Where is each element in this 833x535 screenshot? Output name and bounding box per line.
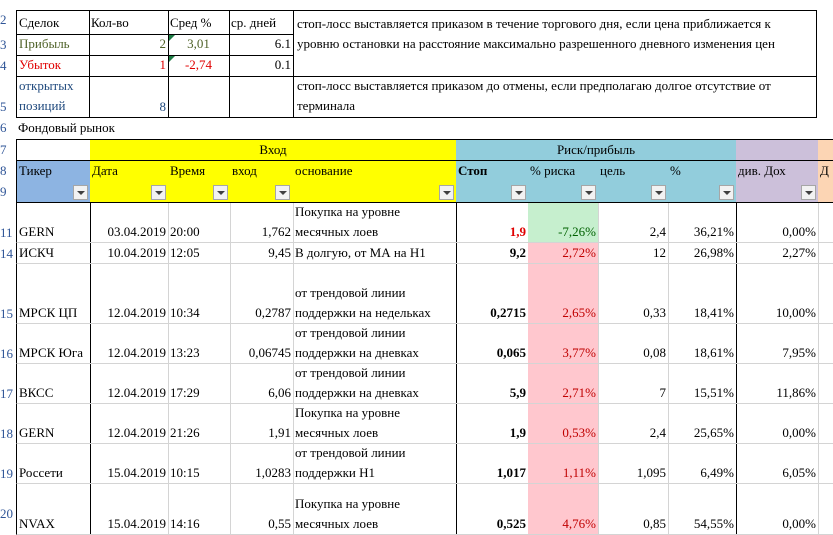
cell-time[interactable]: 21:26	[168, 404, 231, 444]
summary-loss-label[interactable]: Убыток	[16, 55, 90, 77]
summary-open-count[interactable]: 8	[89, 76, 169, 118]
group-header-div[interactable]	[736, 139, 819, 161]
cell-pct[interactable]: 36,21%	[668, 203, 737, 243]
col-header-pct[interactable]: %	[668, 160, 737, 182]
cell-basis[interactable]	[293, 324, 457, 364]
cell-pct[interactable]: 18,41%	[668, 264, 737, 324]
cell-time[interactable]: 13:23	[168, 324, 231, 364]
row-header[interactable]: 3	[0, 37, 7, 52]
summary-profit-label[interactable]: Прибыль	[16, 34, 90, 56]
cell-risk[interactable]: -7,26%	[528, 203, 599, 243]
row-header[interactable]: 17	[0, 386, 13, 401]
basis-text: от трендовой линии поддержки на дневках	[295, 365, 419, 400]
cell-target[interactable]: 12	[598, 243, 669, 264]
cell-time[interactable]: 10:34	[168, 264, 231, 324]
cell-basis[interactable]	[293, 203, 457, 243]
cell-target[interactable]: 0,85	[598, 484, 669, 535]
row-header[interactable]: 6	[0, 120, 7, 135]
cell-stop[interactable]: 1,9	[456, 203, 529, 243]
cell-date[interactable]: 12.04.2019	[90, 264, 169, 324]
col-header-extra[interactable]: Д	[818, 160, 833, 182]
summary-profit-avg[interactable]: 3,01	[168, 34, 230, 56]
cell-extra[interactable]	[818, 203, 833, 243]
cell-risk[interactable]: 0,53%	[528, 404, 599, 444]
cell-date[interactable]: 12.04.2019	[90, 364, 169, 404]
cell-basis[interactable]	[293, 404, 457, 444]
filter-dropdown-icon[interactable]	[439, 185, 454, 200]
filter-dropdown-icon[interactable]	[275, 185, 290, 200]
cell-time[interactable]: 10:15	[168, 444, 231, 484]
cell-stop[interactable]: 1,017	[456, 444, 529, 484]
filter-dropdown-icon[interactable]	[719, 185, 734, 200]
cell-stop[interactable]: 0,525	[456, 484, 529, 535]
cell-pct[interactable]: 54,55%	[668, 484, 737, 535]
row-header[interactable]: 14	[0, 246, 13, 261]
filter-dropdown-icon[interactable]	[73, 185, 88, 200]
cell-dividend[interactable]: 10,00%	[736, 264, 819, 324]
cell-basis[interactable]	[293, 484, 457, 535]
row7-bottom-border	[16, 160, 833, 161]
cell-risk[interactable]: 2,71%	[528, 364, 599, 404]
cell-date[interactable]: 12.04.2019	[90, 404, 169, 444]
row-header[interactable]: 19	[0, 466, 13, 481]
col-header-basis[interactable]: основание	[293, 160, 457, 182]
comment-indicator-icon[interactable]	[169, 56, 175, 62]
col-header-date[interactable]: Дата	[90, 160, 169, 182]
cell-target[interactable]: 2,4	[598, 404, 669, 444]
cell-entry[interactable]: 1,91	[230, 404, 294, 444]
group-header-extra[interactable]	[818, 139, 833, 161]
cell-ticker[interactable]: МРСК ЦП	[16, 264, 91, 324]
filter-dropdown-icon[interactable]	[213, 185, 228, 200]
row-header[interactable]: 18	[0, 426, 13, 441]
cell-target[interactable]: 0,33	[598, 264, 669, 324]
col-header-entry[interactable]: вход	[230, 160, 294, 182]
row-header[interactable]: 4	[0, 58, 7, 73]
cell-dividend[interactable]: 0,00%	[736, 404, 819, 444]
summary-loss-days[interactable]: 0.1	[229, 55, 294, 77]
summary-profit-count[interactable]: 2	[89, 34, 169, 56]
row-header[interactable]: 8	[0, 163, 7, 178]
cell-basis[interactable]	[293, 444, 457, 484]
cell-risk[interactable]: 2,72%	[528, 243, 599, 264]
filter-dropdown-icon[interactable]	[651, 185, 666, 200]
cell-extra[interactable]	[818, 264, 833, 324]
cell-risk[interactable]: 4,76%	[528, 484, 599, 535]
cell-dividend[interactable]: 11,86%	[736, 364, 819, 404]
row-header[interactable]: 16	[0, 346, 13, 361]
col-header-stop[interactable]: Стоп	[456, 160, 529, 182]
cell-date[interactable]: 10.04.2019	[90, 243, 169, 264]
section-title[interactable]: Фондовый рынок	[18, 120, 115, 135]
col-header-target[interactable]: цель	[598, 160, 669, 182]
summary-loss-count[interactable]: 1	[89, 55, 169, 77]
basis-text: В долгую, от МА на H1	[295, 245, 426, 260]
cell-dividend[interactable]: 7,95%	[736, 324, 819, 364]
filter-cell-basis	[293, 181, 457, 202]
cell-risk[interactable]: 2,65%	[528, 264, 599, 324]
cell-stop[interactable]: 0,065	[456, 324, 529, 364]
basis-text: от трендовой линии поддержки H1	[295, 445, 406, 480]
cell-entry[interactable]: 0,2787	[230, 264, 294, 324]
cell-extra[interactable]	[818, 444, 833, 484]
group-header-empty[interactable]	[16, 139, 91, 161]
cell-date[interactable]: 15.04.2019	[90, 484, 169, 535]
cell-extra[interactable]	[818, 324, 833, 364]
filter-dropdown-icon[interactable]	[151, 185, 166, 200]
cell-pct[interactable]: 15,51%	[668, 364, 737, 404]
summary-open-label[interactable]: открытых позиций	[16, 76, 90, 118]
cell-risk[interactable]: 3,77%	[528, 324, 599, 364]
cell-ticker[interactable]: GERN	[16, 404, 91, 444]
filter-dropdown-icon[interactable]	[801, 185, 816, 200]
cell-risk[interactable]: 1,11%	[528, 444, 599, 484]
cell-dividend[interactable]: 0,00%	[736, 203, 819, 243]
cell-basis[interactable]	[293, 364, 457, 404]
cell-pct[interactable]: 26,98%	[668, 243, 737, 264]
cell-dividend[interactable]: 0,00%	[736, 484, 819, 535]
header-bottom-border	[16, 202, 833, 203]
basis-text: Покупка на уровне месячных лоев	[295, 204, 400, 239]
cell-target[interactable]: 0,08	[598, 324, 669, 364]
cell-date[interactable]: 03.04.2019	[90, 203, 169, 243]
cell-extra[interactable]	[818, 243, 833, 264]
row-header[interactable]: 7	[0, 142, 7, 157]
cell-entry[interactable]: 1,762	[230, 203, 294, 243]
summary-profit-days[interactable]: 6.1	[229, 34, 294, 56]
basis-text: Покупка на уровне месячных лоев	[295, 405, 400, 440]
summary-header-avg[interactable]: Сред %	[168, 10, 230, 35]
row-header[interactable]: 9	[0, 184, 7, 199]
note-intraday-stop[interactable]: стоп-лосс выставляется приказом в течение торгового дня, если цена приближается к уровню остановки на расстояние максимально разрешенного дневного изменения цен	[293, 10, 817, 77]
basis-text: от трендовой линии поддержки на дневках	[295, 325, 419, 360]
cell-stop[interactable]: 5,9	[456, 364, 529, 404]
cell-time[interactable]: 17:29	[168, 364, 231, 404]
cell-stop[interactable]: 9,2	[456, 243, 529, 264]
note-gtc-stop[interactable]: стоп-лосс выставляется приказом до отмены, если предполагаю долгое отсутствие от терминала	[293, 76, 817, 118]
row-header[interactable]: 20	[0, 506, 13, 521]
cell-dividend[interactable]: 6,05%	[736, 444, 819, 484]
cell-time[interactable]: 12:05	[168, 243, 231, 264]
cell-extra[interactable]	[818, 364, 833, 404]
cell-ticker[interactable]: ИСКЧ	[16, 243, 91, 264]
col-header-ticker[interactable]: Тикер	[16, 160, 91, 182]
cell-ticker[interactable]: NVAX	[16, 484, 91, 535]
col-header-time[interactable]: Время	[168, 160, 231, 182]
row-header[interactable]: 5	[0, 99, 7, 114]
cell-time[interactable]: 14:16	[168, 484, 231, 535]
cell-date[interactable]: 15.04.2019	[90, 444, 169, 484]
basis-text: Покупка на уровне месячных лоев	[295, 496, 400, 531]
row-header[interactable]: 2	[0, 12, 7, 27]
cell-entry[interactable]: 0,06745	[230, 324, 294, 364]
cell-target[interactable]: 2,4	[598, 203, 669, 243]
group-header-entry[interactable]: Вход	[90, 139, 457, 161]
cell-ticker[interactable]: МРСК Юга	[16, 324, 91, 364]
cell-target[interactable]: 1,095	[598, 444, 669, 484]
cell-entry[interactable]: 6,06	[230, 364, 294, 404]
cell-target[interactable]: 7	[598, 364, 669, 404]
row-header[interactable]: 11	[0, 225, 13, 240]
filter-dropdown-icon[interactable]	[581, 185, 596, 200]
cell-pct[interactable]: 6,49%	[668, 444, 737, 484]
cell-pct[interactable]: 18,61%	[668, 324, 737, 364]
cell-entry[interactable]: 1,0283	[230, 444, 294, 484]
summary-header-days[interactable]: ср. дней	[229, 10, 294, 35]
summary-header-deals[interactable]: Сделок	[16, 10, 90, 35]
cell-entry[interactable]: 9,45	[230, 243, 294, 264]
cell-pct[interactable]: 25,65%	[668, 404, 737, 444]
cell-ticker[interactable]: Россети	[16, 444, 91, 484]
cell-ticker[interactable]: ВКСС	[16, 364, 91, 404]
cell-stop[interactable]: 0,2715	[456, 264, 529, 324]
summary-open-avg[interactable]	[168, 76, 230, 118]
basis-text: от трендовой линии поддержки на недельках	[295, 285, 431, 320]
cell-stop[interactable]: 1,9	[456, 404, 529, 444]
comment-indicator-icon[interactable]	[169, 35, 175, 41]
cell-entry[interactable]: 0,55	[230, 484, 294, 535]
cell-basis[interactable]	[293, 264, 457, 324]
cell-extra[interactable]	[818, 404, 833, 444]
summary-open-days[interactable]	[229, 76, 294, 118]
cell-date[interactable]: 12.04.2019	[90, 324, 169, 364]
summary-loss-avg[interactable]: -2,74	[168, 55, 230, 77]
group-header-risk[interactable]: Риск/прибыль	[456, 139, 737, 161]
col-header-dividend[interactable]: див. Дох	[736, 160, 819, 182]
col-header-risk[interactable]: % риска	[528, 160, 599, 182]
cell-basis[interactable]	[293, 243, 457, 264]
cell-dividend[interactable]: 2,27%	[736, 243, 819, 264]
cell-time[interactable]: 20:00	[168, 203, 231, 243]
filter-dropdown-icon[interactable]	[511, 185, 526, 200]
filter-cell-extra	[818, 181, 833, 202]
summary-header-count[interactable]: Кол-во	[89, 10, 169, 35]
cell-extra[interactable]	[818, 484, 833, 535]
row-header[interactable]: 15	[0, 306, 13, 321]
cell-ticker[interactable]: GERN	[16, 203, 91, 243]
